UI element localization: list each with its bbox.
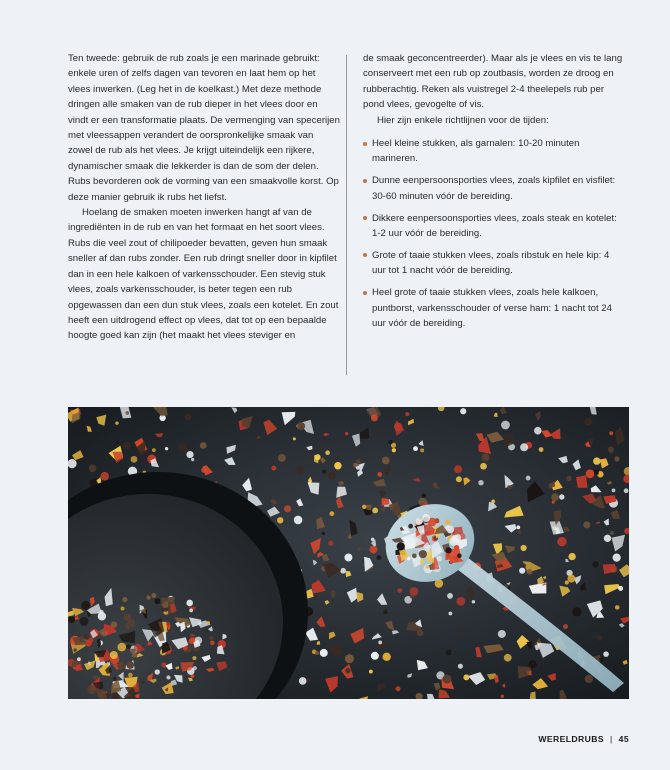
spice-speck	[422, 514, 430, 522]
spice-speck	[392, 448, 396, 452]
spice-speck	[593, 457, 600, 464]
spice-speck	[278, 454, 286, 462]
bullet-icon	[363, 291, 367, 295]
spice-speck	[498, 630, 506, 638]
spice-speck	[369, 670, 373, 674]
spice-speck	[563, 624, 568, 629]
spice-speck	[100, 472, 109, 481]
spice-speck	[448, 612, 452, 616]
spice-speck	[618, 586, 623, 591]
spice-speck	[597, 635, 603, 641]
spice-speck	[81, 601, 90, 610]
spice-speck	[585, 675, 593, 683]
spice-speck	[584, 418, 592, 426]
spice-speck	[522, 564, 526, 568]
right-text-column	[363, 51, 625, 338]
spice-speck	[334, 462, 341, 469]
spice-speck	[366, 505, 372, 510]
spice-speck	[586, 469, 595, 478]
list-item: Heel grote of taaie stukken vlees, zoals hele kalkoen, puntborst, varkensschouder of verse ham: 1 nacht tot 24 uur vóór de bereiding.	[363, 285, 625, 331]
spice-speck	[576, 475, 588, 488]
spice-speck	[299, 677, 307, 685]
spice-speck	[417, 630, 424, 637]
spice-speck	[83, 635, 88, 640]
list-item: Dunne eenpersoonsporties vlees, zoals kipfilet en visfilet: 30-60 minuten vóór de bereiding.	[363, 173, 625, 204]
spice-speck	[614, 456, 619, 461]
spice-speck	[322, 470, 326, 474]
spice-speck	[372, 507, 378, 513]
spice-speck	[186, 451, 193, 458]
footer-separator: |	[610, 734, 613, 744]
spice-speck	[397, 542, 405, 550]
spice-speck	[603, 651, 609, 657]
spice-speck	[615, 605, 620, 610]
spice-speck	[613, 554, 621, 562]
spice-speck	[151, 593, 156, 598]
spice-speck	[189, 609, 193, 613]
spice-speck	[504, 654, 512, 662]
spice-speck	[520, 443, 528, 451]
spice-speck	[191, 458, 194, 461]
spice-speck	[345, 654, 354, 663]
spice-speck	[519, 568, 525, 574]
spice-speck	[345, 432, 349, 436]
spice-speck	[583, 521, 590, 528]
spice-speck	[207, 621, 210, 624]
spice-speck	[463, 674, 469, 680]
spice-speck	[482, 453, 490, 461]
page-number: 45	[618, 734, 629, 744]
spice-speck	[396, 686, 401, 691]
spice-speck	[322, 532, 325, 535]
spice-speck	[501, 694, 505, 698]
spice-speck	[472, 600, 475, 603]
running-head: WERELDRUBS	[538, 734, 604, 744]
spice-speck	[186, 600, 193, 607]
spice-speck	[608, 447, 614, 453]
spice-speck	[192, 656, 196, 660]
spice-speck	[447, 593, 453, 599]
spice-speck	[99, 610, 103, 614]
spice-speck	[461, 632, 465, 636]
spice-speck	[329, 511, 334, 516]
spice-speck	[377, 472, 382, 477]
spice-speck	[534, 427, 542, 435]
spice-speck	[297, 422, 305, 430]
spice-speck	[126, 661, 134, 669]
spice-speck	[420, 448, 424, 452]
spice-speck	[445, 519, 450, 524]
spice-speck	[345, 668, 350, 673]
spice-speck	[146, 596, 150, 600]
spice-speck	[446, 650, 452, 656]
spice-speck	[155, 669, 160, 674]
spice-speck	[122, 597, 127, 602]
spice-speck	[382, 653, 390, 661]
spice-speck	[328, 541, 333, 546]
spice-speck	[456, 476, 462, 482]
spice-speck	[340, 568, 346, 574]
spice-speck	[460, 408, 466, 414]
spice-speck	[480, 463, 487, 470]
spice-speck	[315, 651, 319, 655]
bullet-icon	[363, 216, 367, 220]
spice-speck	[382, 457, 390, 465]
spice-speck	[257, 436, 260, 439]
list-item: Heel kleine stukken, als garnalen: 10-20 minuten marineren.	[363, 136, 625, 167]
spice-speck	[115, 421, 118, 424]
spice-speck	[521, 545, 527, 551]
spice-speck	[371, 652, 379, 660]
spice-speck	[142, 681, 145, 684]
spice-speck	[131, 456, 138, 463]
spice-speck	[604, 535, 611, 542]
spice-speck	[277, 517, 283, 523]
spice-speck	[328, 472, 336, 480]
spice-speck	[567, 575, 575, 583]
spice-speck	[565, 580, 569, 584]
spice-speck	[369, 545, 377, 553]
spice-speck	[559, 494, 564, 499]
spice-speck	[526, 476, 531, 481]
spice-speck	[425, 565, 429, 569]
spice-speck	[419, 550, 427, 558]
spice-speck	[154, 598, 160, 604]
spice-speck	[362, 505, 366, 509]
spice-speck	[205, 629, 209, 633]
spice-speck	[381, 507, 386, 512]
spice-speck	[293, 437, 296, 440]
spice-speck	[454, 545, 459, 550]
spice-speck	[161, 662, 166, 667]
spice-speck	[436, 556, 442, 562]
paragraph: Hier zijn enkele richtlijnen voor de tijden:	[377, 114, 549, 126]
spice-speck	[185, 413, 192, 420]
spice-speck	[413, 446, 418, 451]
spice-speck	[117, 662, 125, 670]
column-divider	[346, 55, 347, 375]
spice-speck	[116, 441, 119, 444]
spice-speck	[457, 553, 462, 558]
page-footer	[538, 734, 629, 744]
spice-speck	[454, 465, 462, 473]
spice-speck	[344, 553, 352, 561]
spice-speck	[210, 641, 215, 646]
spice-speck	[320, 649, 328, 657]
spice-speck	[371, 538, 374, 541]
spice-speck	[166, 675, 170, 679]
spice-speck	[408, 524, 413, 529]
spice-speck	[572, 607, 581, 616]
spice-speck	[110, 651, 118, 659]
spice-speck	[412, 553, 417, 558]
spice-speck	[80, 617, 89, 626]
spice-speck	[624, 488, 629, 493]
spice-speck	[88, 638, 93, 643]
spice-speck	[127, 619, 135, 627]
spice-speck	[592, 561, 599, 568]
bullet-icon	[363, 253, 367, 257]
spice-speck	[415, 518, 422, 525]
spice-speck	[152, 448, 156, 452]
spice-speck	[179, 443, 188, 452]
spice-speck	[73, 648, 76, 651]
spice-speck	[378, 641, 382, 645]
spice-speck	[121, 607, 125, 611]
spice-speck	[528, 660, 536, 668]
paragraph: Hoelang de smaken moeten inwerken hangt af van de ingrediënten in de rub en van het formaat en het soort vlees. Rubs die veel zout of chilipoeder bevatten, geven hun smaak sneller af dan rubs zonder. Een rub dringt sneller door in kipfilet dan in een hele kalkoen of varkensschouder. Een stevig stuk vlees, zoals varkensschouder, is beter tegen een rub opgewassen dan een dun stuk vlees, zoals een kotelet. En zout heeft een uitdrogend effect op vlees, dat tot op een bepaalde hoogte goed kan zijn (het maakt het vlees steviger en	[68, 207, 339, 342]
spice-speck	[77, 657, 81, 661]
spice-speck	[551, 493, 559, 501]
spice-speck	[501, 421, 510, 430]
spice-speck	[388, 440, 392, 444]
spice-speck	[442, 675, 451, 684]
spice-speck	[325, 450, 330, 455]
left-text-column	[68, 51, 340, 344]
spice-speck	[117, 643, 126, 652]
spice-speck	[294, 516, 303, 525]
spice-speck	[126, 644, 131, 649]
spice-speck	[566, 476, 572, 482]
paragraph: Ten tweede: gebruik de rub zoals je een marinade gebruikt: enkele uren of zelfs dagen van tevoren en laat hem op het vlees inwerken. (Leg het in de koelkast.) Met deze methode dringen alle smaken van de rub dieper in het vlees door en vindt er een transformatie plaats. De vermenging van specerijen met vleessappen verandert de oorspronkelijke smaak van zowel de rub als het vlees. Je krijgt uiteindelijk een rijkere, dynamischer smaak die lekkerder is dan de som der delen. Rubs bevorderen ook de vorming van een smaakvolle korst. Op deze manier gebruik ik rubs het liefst.	[68, 53, 340, 203]
spice-speck	[405, 412, 409, 416]
spice-speck	[527, 569, 533, 575]
spice-speck	[68, 616, 75, 623]
spice-speck	[123, 442, 131, 450]
spice-speck	[200, 442, 207, 449]
spice-speck	[457, 482, 462, 487]
bullet-icon	[363, 142, 367, 146]
spice-speck	[539, 447, 544, 452]
spice-speck	[516, 525, 520, 529]
spice-speck	[552, 501, 555, 504]
spice-speck	[458, 664, 463, 669]
spice-speck	[87, 685, 96, 694]
spice-speck	[295, 466, 304, 475]
spice-speck	[128, 673, 133, 678]
spice-speck	[89, 464, 97, 472]
spice-speck	[125, 411, 129, 415]
spice-speck	[397, 588, 402, 593]
spice-speck	[421, 493, 425, 497]
spice-speck	[371, 414, 378, 421]
spice-speck	[609, 431, 613, 435]
spice-speck	[456, 597, 465, 606]
guideline-list	[363, 136, 625, 331]
spice-speck	[93, 675, 98, 680]
spice-speck	[409, 587, 418, 596]
spice-speck	[445, 547, 451, 553]
list-item: Grote of taaie stukken vlees, zoals ribstuk en hele kip: 4 uur tot 1 nacht vóór de bereiding.	[363, 248, 625, 279]
spice-speck	[165, 447, 168, 450]
spice-speck	[568, 553, 575, 560]
spice-speck	[557, 537, 566, 546]
spice-speck	[376, 555, 381, 560]
list-item: Dikkere eenpersoonsporties vlees, zoals steak en kotelet: 1-2 uur vóór de bereiding.	[363, 211, 625, 242]
spice-rub-image	[68, 407, 629, 699]
bullet-icon	[363, 179, 367, 183]
spice-photo	[68, 407, 629, 699]
spice-speck	[284, 505, 291, 512]
spice-speck	[271, 466, 276, 471]
paragraph: de smaak geconcentreerder). Maar als je vlees en vis te lang conserveert met een rub op zoutbasis, worden ze droog en rubberachtig. Reken als vuistregel 2-4 theelepels rub per pond vlees, gevogelte of vis.	[363, 53, 623, 111]
spice-speck	[612, 488, 616, 492]
spice-speck	[478, 480, 483, 485]
